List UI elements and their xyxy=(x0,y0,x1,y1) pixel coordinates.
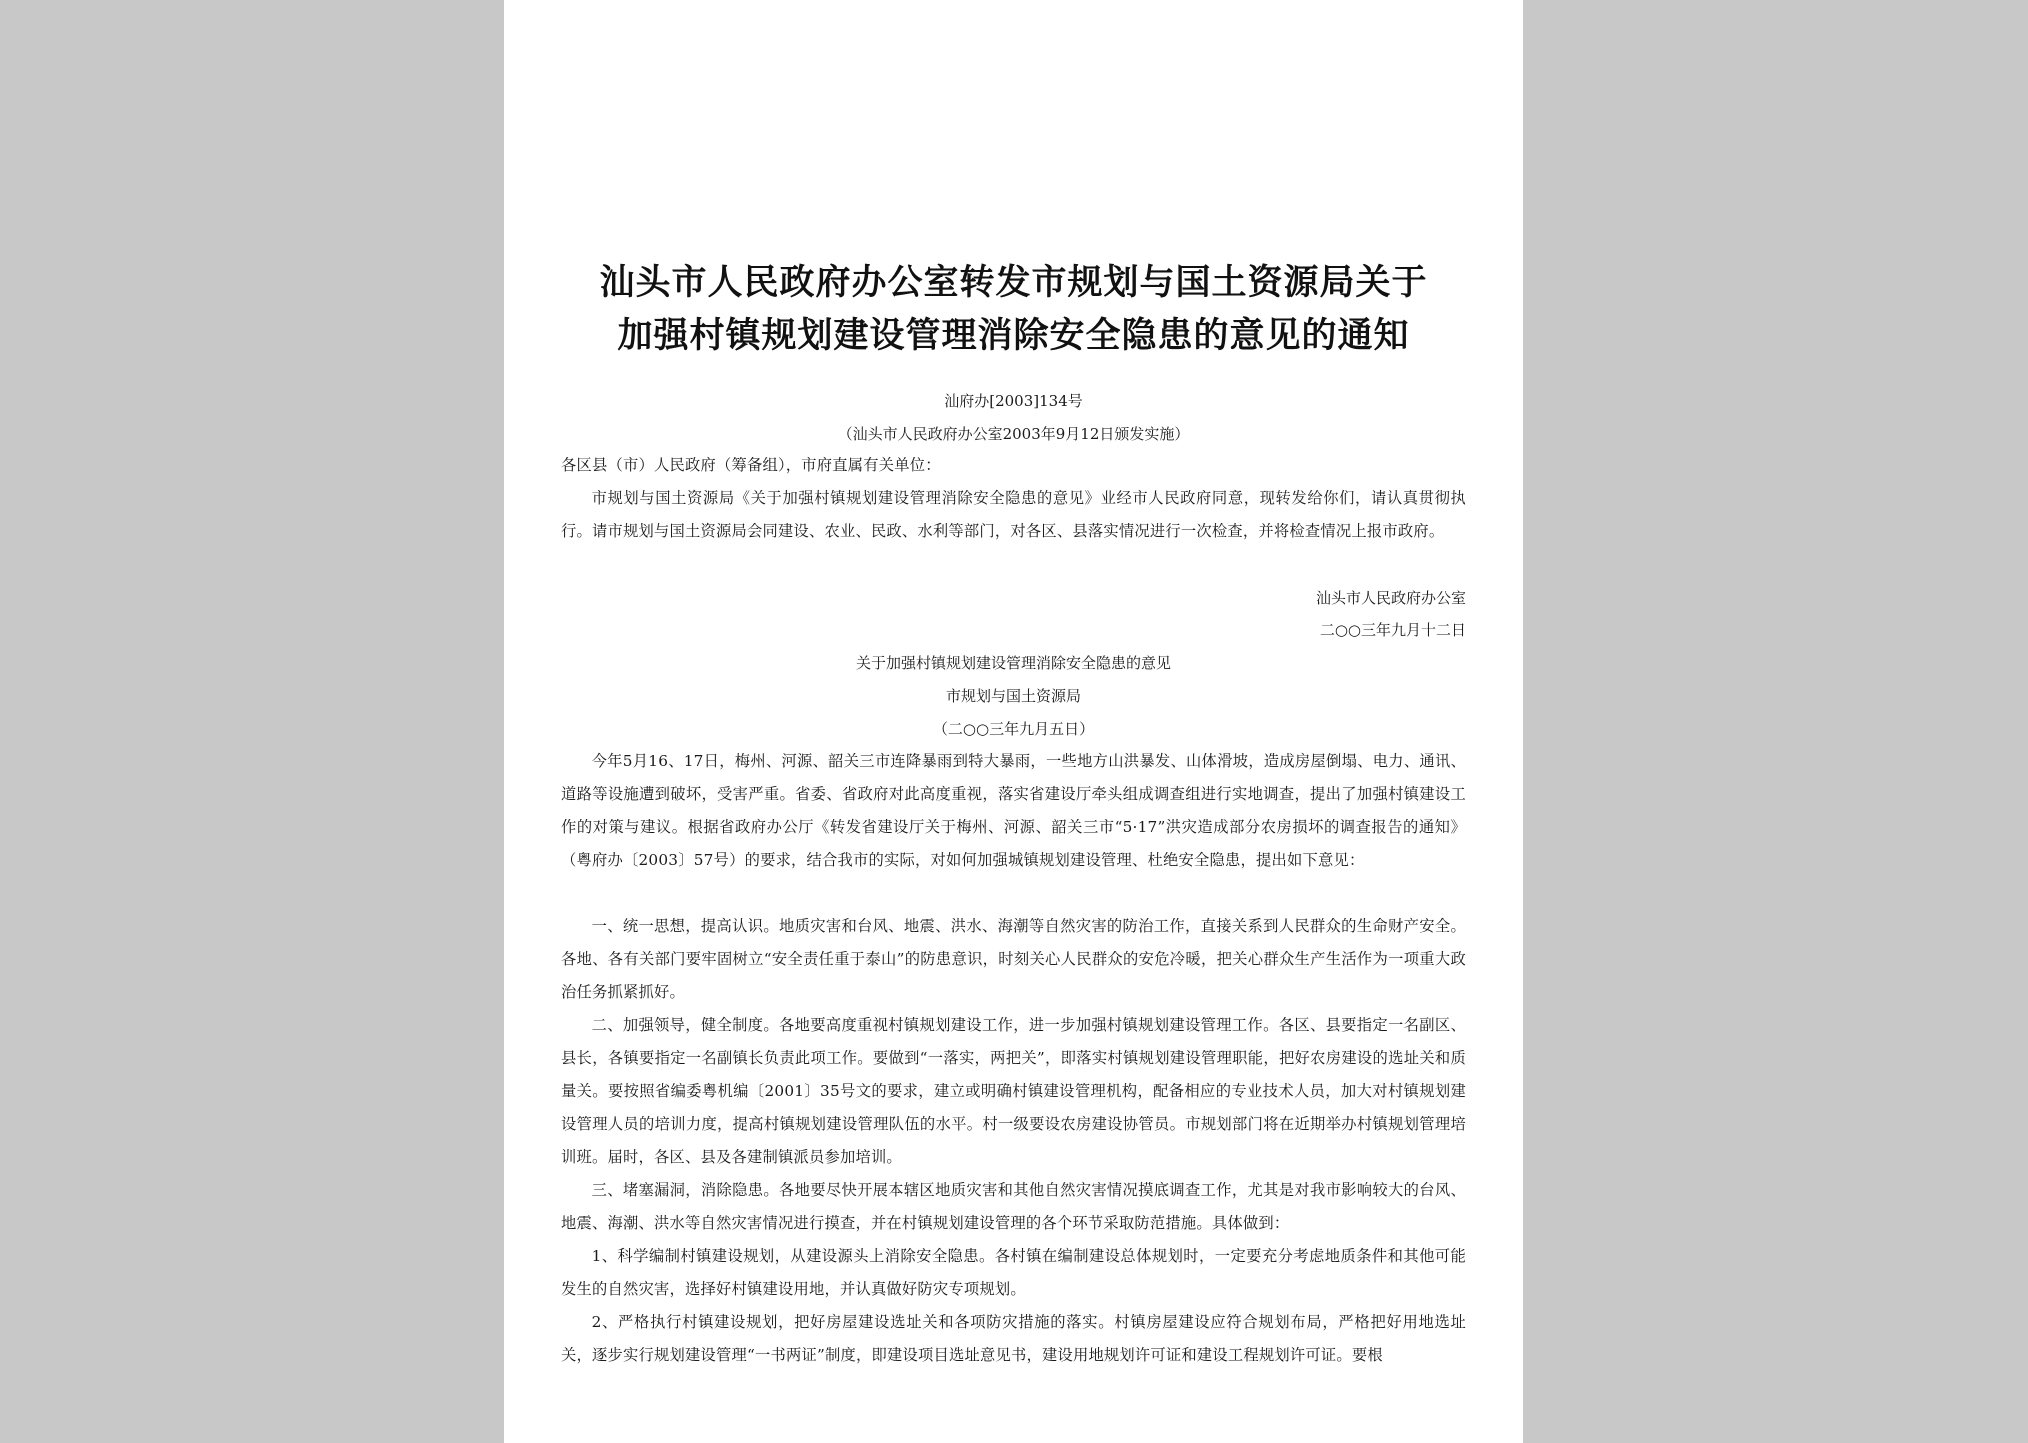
transmittal-paragraph: 市规划与国土资源局《关于加强村镇规划建设管理消除安全隐患的意见》业经市人民政府同意，现转发给你们，请认真贯彻执行。请市规划与国土资源局会同建设、农业、民政、水利等部门，对各区、县落实情况进行一次检查，并将检查情况上报市政府。 xyxy=(561,489,1466,540)
document-page xyxy=(504,0,1523,1443)
document-title-line-2: 加强村镇规划建设管理消除安全隐患的意见的通知 xyxy=(617,315,1410,356)
body-paragraph: 今年5月16、17日，梅州、河源、韶关三市连降暴雨到特大暴雨，一些地方山洪暴发、山体滑坡，造成房屋倒塌、电力、通讯、道路等设施遭到破坏，受害严重。省委、省政府对此高度重视，落实省建设厅牵头组成调查组进行实地调查，提出了加强村镇建设工作的对策与建议。根据省政府办公厅《转发省建设厅关于梅州、河源、韶关三市“5·17”洪灾造成部分农房损坏的调查报告的通知》（粤府办〔2003〕57号）的要求，结合我市的实际，对如何加强城镇规划建设管理、杜绝安全隐患，提出如下意见： xyxy=(561,752,1466,869)
body-paragraph: 二、加强领导，健全制度。各地要高度重视村镇规划建设工作，进一步加强村镇规划建设管理工作。各区、县要指定一名副区、县长，各镇要指定一名副镇长负责此项工作。要做到“一落实，两把关”，即落实村镇规划建设管理职能，把好农房建设的选址关和质量关。要按照省编委粤机编〔2001〕35号文的要求，建立或明确村镇建设管理机构，配备相应的专业技术人员，加大对村镇规划建设管理人员的培训力度，提高村镇规划建设管理队伍的水平。村一级要设农房建设协管员。市规划部门将在近期举办村镇规划管理培训班。届时，各区、县及各建制镇派员参加培训。 xyxy=(561,1016,1466,1166)
document-number: 汕府办[2003]134号 xyxy=(944,392,1083,410)
attachment-title: 关于加强村镇规划建设管理消除安全隐患的意见 xyxy=(855,654,1171,672)
body-paragraph: 一、统一思想，提高认识。地质灾害和台风、地震、洪水、海潮等自然灾害的防治工作，直接关系到人民群众的生命财产安全。各地、各有关部门要牢固树立“安全责任重于泰山”的防患意识，时刻关心人民群众的安危冷暖，把关心群众生产生活作为一项重大政治任务抓紧抓好。 xyxy=(561,917,1466,1001)
attachment-date: （二○○三年九月五日） xyxy=(932,720,1095,738)
salutation: 各区县（市）人民政府（筹备组），市府直属有关单位： xyxy=(561,456,941,474)
attachment-organization: 市规划与国土资源局 xyxy=(945,687,1081,705)
body-paragraph: 三、堵塞漏洞，消除隐患。各地要尽快开展本辖区地质灾害和其他自然灾害情况摸底调查工作，尤其是对我市影响较大的台风、地震、海潮、洪水等自然灾害情况进行摸查，并在村镇规划建设管理的各个环节采取防范措施。具体做到： xyxy=(561,1181,1466,1232)
document-title-line-1: 汕头市人民政府办公室转发市规划与国土资源局关于 xyxy=(599,262,1428,303)
signing-date: 二○○三年九月十二日 xyxy=(1319,621,1466,639)
body-paragraph: 1、科学编制村镇建设规划，从建设源头上消除安全隐患。各村镇在编制建设总体规划时，一定要充分考虑地质条件和其他可能发生的自然灾害，选择好村镇建设用地，并认真做好防灾专项规划。 xyxy=(561,1247,1466,1298)
issue-note: （汕头市人民政府办公室2003年9月12日颁发实施） xyxy=(837,425,1190,443)
body-paragraph: 2、严格执行村镇建设规划，把好房屋建设选址关和各项防灾措施的落实。村镇房屋建设应符合规划布局，严格把好用地选址关，逐步实行规划建设管理“一书两证”制度，即建设项目选址意见书，建设用地规划许可证和建设工程规划许可证。要根 xyxy=(561,1313,1466,1364)
signing-organization: 汕头市人民政府办公室 xyxy=(1315,589,1466,607)
